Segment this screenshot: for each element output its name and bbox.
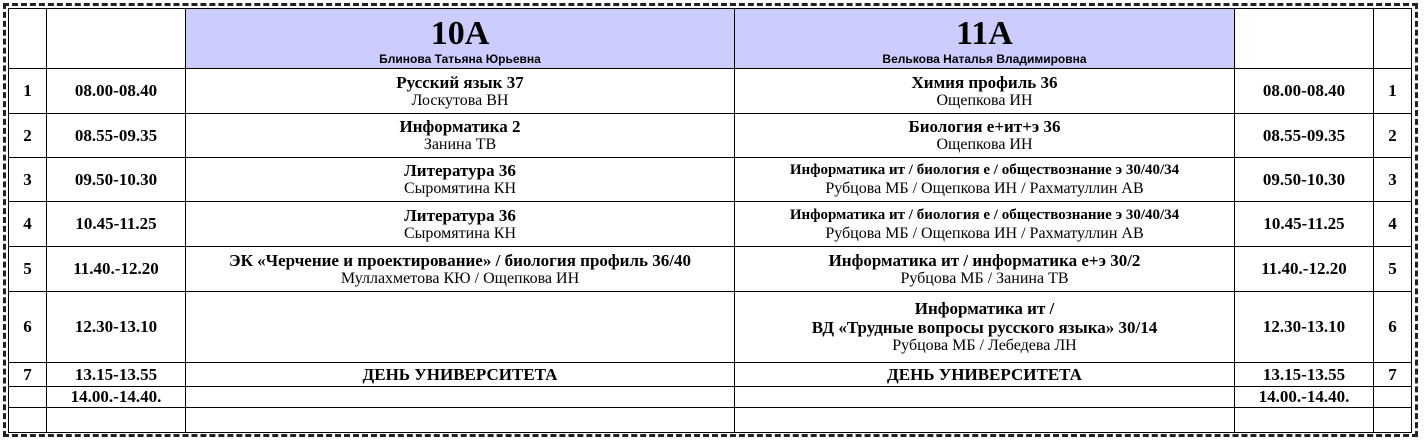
lesson-time: 14.00.-14.40. [1235, 387, 1374, 408]
lesson-cell-10a [186, 69, 735, 114]
class-header-11a [735, 9, 1235, 69]
lesson-time: 08.55-09.35 [47, 114, 186, 158]
lesson-cell-11a [735, 247, 1235, 292]
subject: Химия профиль 36 [911, 72, 1058, 92]
empty-cell [9, 408, 47, 433]
table-row [9, 202, 1412, 247]
header-empty-left [9, 9, 47, 69]
teacher: Ощепкова ИН [936, 136, 1033, 153]
table-row [9, 114, 1412, 158]
lesson-cell-11a [735, 114, 1235, 158]
teacher: Сыромятина КН [403, 180, 517, 197]
teacher: Лоскутова ВН [411, 91, 509, 109]
lesson-time: 12.30-13.10 [1235, 292, 1374, 363]
event-cell-11a: ДЕНЬ УНИВЕРСИТЕТА [735, 363, 1235, 387]
lesson-time: 13.15-13.55 [47, 363, 186, 387]
empty-cell [186, 387, 735, 408]
header-empty-time-left [47, 9, 186, 69]
class-name: 10А [430, 14, 490, 52]
lesson-number: 6 [1374, 292, 1412, 363]
empty-cell [1235, 408, 1374, 433]
lesson-time: 11.40.-12.20 [1235, 247, 1374, 292]
empty-cell [735, 387, 1235, 408]
lesson-cell-10a [186, 114, 735, 158]
teacher: Рубцова МБ / Ощепкова ИН / Рахматуллин АВ [825, 224, 1144, 242]
schedule-table [8, 8, 1412, 433]
class-name: 11А [956, 14, 1013, 52]
lesson-cell-10a [186, 202, 735, 247]
lesson-number: 5 [1374, 247, 1412, 292]
table-row [9, 69, 1412, 114]
header-empty-time-right [1235, 9, 1374, 69]
teacher: Рубцова МБ / Лебедева ЛН [892, 337, 1077, 354]
lesson-time: 08.55-09.35 [1235, 114, 1374, 158]
teacher: Сыромятина КН [403, 224, 517, 242]
lesson-number: 5 [9, 247, 47, 292]
lesson-time: 13.15-13.55 [1235, 363, 1374, 387]
lesson-number: 2 [1374, 114, 1412, 158]
lesson-cell-11a [735, 158, 1235, 202]
class-teacher: Велькова Наталья Владимировна [882, 51, 1087, 66]
lesson-cell-11a [735, 292, 1235, 363]
lesson-cell-10a [186, 247, 735, 292]
lesson-time: 10.45-11.25 [1235, 202, 1374, 247]
lesson-time: 09.50-10.30 [1235, 158, 1374, 202]
lesson-cell-10a [186, 158, 735, 202]
header-empty-right [1374, 9, 1412, 69]
lesson-time: 09.50-10.30 [47, 158, 186, 202]
lesson-number: 2 [9, 114, 47, 158]
subject: Литература 36 [404, 205, 516, 225]
lesson-number: 4 [1374, 202, 1412, 247]
header-row [9, 9, 1412, 69]
lesson-number: 3 [9, 158, 47, 202]
table-row [9, 387, 1412, 408]
subject: Информатика 2 [399, 117, 521, 136]
lesson-time: 08.00-08.40 [47, 69, 186, 114]
lesson-number: 7 [1374, 363, 1412, 387]
subject: Биология е+ит+э 36 [908, 117, 1061, 136]
subject: Информатика ит / биология е / обществознание э 30/40/34 [789, 206, 1180, 223]
lesson-number [9, 387, 47, 408]
teacher: Занина ТВ [423, 136, 497, 153]
empty-cell [47, 408, 186, 433]
subject-line-1: Информатика ит / [914, 299, 1055, 318]
lesson-cell-11a [735, 202, 1235, 247]
table-row [9, 158, 1412, 202]
lesson-number: 6 [9, 292, 47, 363]
lesson-time: 12.30-13.10 [47, 292, 186, 363]
teacher: Рубцова МБ / Ощепкова ИН / Рахматуллин АВ [825, 180, 1144, 197]
lesson-time: 10.45-11.25 [47, 202, 186, 247]
empty-cell [735, 408, 1235, 433]
lesson-number: 1 [9, 69, 47, 114]
lesson-number: 4 [9, 202, 47, 247]
lesson-number: 7 [9, 363, 47, 387]
table-row [9, 292, 1412, 363]
lesson-time: 08.00-08.40 [1235, 69, 1374, 114]
empty-cell [186, 408, 735, 433]
table-row [9, 247, 1412, 292]
lesson-number: 3 [1374, 158, 1412, 202]
subject: Информатика ит / информатика е+э 30/2 [828, 250, 1141, 270]
teacher: Рубцова МБ / Занина ТВ [900, 269, 1069, 287]
subject: ЭК «Черчение и проектирование» / биология профиль 36/40 [229, 250, 691, 270]
teacher: Муллахметова КЮ / Ощепкова ИН [340, 269, 580, 287]
teacher: Ощепкова ИН [936, 91, 1033, 109]
subject: Русский язык 37 [396, 72, 524, 92]
lesson-time: 11.40.-12.20 [47, 247, 186, 292]
lesson-number: 1 [1374, 69, 1412, 114]
lesson-time: 14.00.-14.40. [47, 387, 186, 408]
table-row [9, 363, 1412, 387]
class-header-10a [186, 9, 735, 69]
empty-cell [1374, 408, 1412, 433]
table-row [9, 408, 1412, 433]
class-teacher: Блинова Татьяна Юрьевна [379, 51, 541, 66]
lesson-number [1374, 387, 1412, 408]
event-cell-10a: ДЕНЬ УНИВЕРСИТЕТА [186, 363, 735, 387]
subject: Информатика ит / биология е / обществознание э 30/40/34 [789, 162, 1180, 178]
subject: Литература 36 [404, 161, 516, 180]
lesson-cell-10a [186, 292, 735, 363]
subject-line-2: ВД «Трудные вопросы русского языка» 30/14 [811, 318, 1158, 337]
lesson-cell-11a [735, 69, 1235, 114]
